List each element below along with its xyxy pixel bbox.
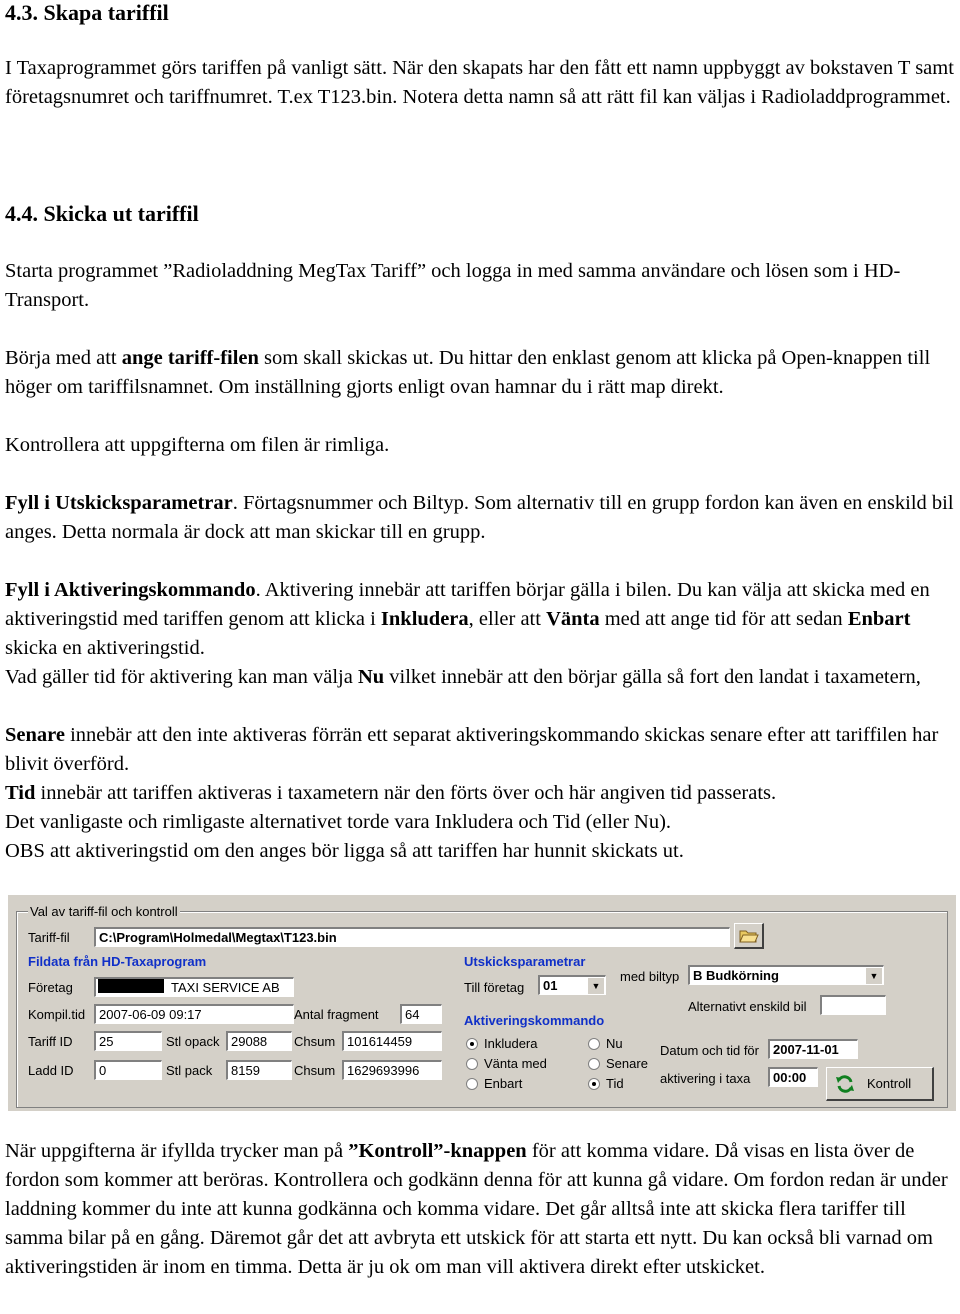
paragraph-aktivering: Fyll i Aktiveringskommando. Aktivering innebär att tariffen börjar gälla i bilen. Du kan välja att skicka med en aktiveringstid med tariffen genom att klicka i Inkludera, eller att Vänta med att ange tid för att sedan Enbart skicka en aktiveringstid. (5, 579, 930, 659)
radio-nu[interactable] (588, 1038, 600, 1050)
stl-opack-field: 29088 (226, 1031, 292, 1051)
radio-senare-label: Senare (606, 1056, 648, 1071)
med-biltyp-label: med biltyp (620, 969, 680, 984)
radio-vanta-label: Vänta med (484, 1056, 547, 1071)
chevron-down-icon[interactable]: ▼ (587, 978, 604, 994)
paragraph-kontroll: När uppgifterna är ifyllda trycker man på ”Kontroll”-knappen för att komma vidare. Då visas en lista över de fordon som kommer att beröras. Kontrollera och godkänn denna för att kunna gå vidare. Om fordon redan är under laddning kommer du inte att kunna godkänna och komma vidare. Det går alltså inte att skicka flera tariffer till samma bilar på en gång. Däremot går det att avbryta ett utskick för att starta ett nytt. Du kan också bli varnad om aktiveringstiden är inom en timma. Detta är ju ok om man vill aktivera direkt efter utskicket. (5, 1140, 948, 1278)
radio-tid[interactable] (588, 1078, 600, 1090)
till-foretag-select[interactable]: 01 ▼ (538, 975, 606, 995)
group-title: Val av tariff-fil och kontroll (30, 904, 178, 919)
heading-skicka-ut: 4.4. Skicka ut tariffil (5, 201, 199, 226)
stl-opack-label: Stl opack (166, 1034, 220, 1049)
refresh-icon (835, 1074, 855, 1094)
paragraph-utskick: Fyll i Utskicksparametrar. Förtagsnummer och Biltyp. Som alternativ till en grupp fordon kan även en enskild bil anges. Detta normala är dock att man skickar till en grupp. (5, 492, 954, 543)
paragraph-kontrollera: Kontrollera att uppgifterna om filen är rimliga. (5, 434, 390, 456)
alt-bil-input[interactable] (820, 995, 886, 1015)
radio-nu-label: Nu (606, 1036, 623, 1051)
chevron-down-icon[interactable]: ▼ (865, 968, 882, 984)
radio-senare[interactable] (588, 1058, 600, 1070)
paragraph-senare: Senare innebär att den inte aktiveras förrän ett separat aktiveringskommando skickas senare efter att tariffilen har blivit överförd. (5, 724, 939, 775)
heading-skapa-tariffil: 4.3. Skapa tariffil (5, 0, 169, 25)
tariff-id-field: 25 (94, 1031, 162, 1051)
redaction-bar (98, 979, 164, 993)
stl-pack-label: Stl pack (166, 1063, 213, 1078)
radio-vanta[interactable] (466, 1058, 478, 1070)
antal-fragment-label: Antal fragment (294, 1007, 379, 1022)
tarifffil-label: Tariff-fil (28, 930, 70, 945)
kontroll-button[interactable] (826, 1067, 934, 1101)
aktivering-i-taxa-label: aktivering i taxa (660, 1071, 751, 1086)
aktivering-title: Aktiveringskommando (464, 1013, 605, 1028)
radio-tid-label: Tid (606, 1076, 624, 1091)
chsum1-field: 101614459 (342, 1031, 442, 1051)
radio-enbart[interactable] (466, 1078, 478, 1090)
foretag-label: Företag (28, 980, 73, 995)
open-file-button[interactable] (734, 923, 764, 949)
radio-inkludera-label: Inkludera (484, 1036, 538, 1051)
radio-inkludera[interactable] (466, 1038, 478, 1050)
datum-input[interactable]: 2007-11-01 (768, 1039, 858, 1059)
stl-pack-field: 8159 (226, 1060, 292, 1080)
kompil-field: 2007-06-09 09:17 (94, 1004, 294, 1024)
ladd-id-label: Ladd ID (28, 1063, 74, 1078)
kontroll-label: Kontroll (867, 1076, 912, 1091)
paragraph-skapa: I Taxaprogrammet görs tariffen på vanligt sätt. När den skapats har den fått ett namn uppbyggt av bokstaven T samt företagsnumret och tariffnumret. T.ex T123.bin. Notera detta namn så att rätt fil kan väljas i Radioladdprogrammet. (5, 57, 954, 108)
fildata-title: Fildata från HD-Taxaprogram (28, 954, 207, 969)
paragraph-starta: Starta programmet ”Radioladdning MegTax Tariff” och logga in med samma användare och lösen som i HD-Transport. (5, 260, 901, 311)
paragraph-vanligaste: Det vanligaste och rimligaste alternativet torde vara Inkludera och Tid (eller Nu). (5, 811, 672, 833)
paragraph-obs: OBS att aktiveringstid om den anges bör ligga så att tariffen har hunnit skickats ut. (5, 840, 684, 862)
tid-input[interactable]: 00:00 (768, 1067, 818, 1087)
paragraph-nu: Vad gäller tid för aktivering kan man välja Nu vilket innebär att den börjar gälla så fort den landat i taxametern, (5, 666, 921, 688)
tarifffil-input[interactable]: C:\Program\Holmedal\Megtax\T123.bin (94, 927, 730, 947)
datum-label: Datum och tid för (660, 1043, 759, 1058)
utskick-title: Utskicksparametrar (464, 954, 586, 969)
alt-bil-label: Alternativt enskild bil (688, 999, 807, 1014)
folder-open-icon (739, 928, 759, 944)
chsum2-field: 1629693996 (342, 1060, 442, 1080)
ladd-id-field: 0 (94, 1060, 162, 1080)
chsum2-label: Chsum (294, 1063, 336, 1078)
kompil-label: Kompil.tid (28, 1007, 86, 1022)
tariff-id-label: Tariff ID (28, 1034, 73, 1049)
chsum1-label: Chsum (294, 1034, 336, 1049)
tariff-dialog-screenshot (8, 893, 956, 1111)
paragraph-borja: Börja med att ange tariff-filen som skall skickas ut. Du hittar den enklast genom att klicka på Open-knappen till höger om tariffilsnamnet. Om inställning gjorts enligt ovan hamnar du i rätt map direkt. (5, 347, 931, 398)
foretag-field: TAXI SERVICE AB (94, 977, 294, 997)
till-foretag-label: Till företag (464, 980, 525, 995)
paragraph-tid: Tid innebär att tariffen aktiveras i taxametern när den förts över och här angiven tid passerats. (5, 782, 777, 804)
antal-fragment-field: 64 (400, 1004, 442, 1024)
radio-enbart-label: Enbart (484, 1076, 523, 1091)
biltyp-select[interactable]: B Budkörning ▼ (688, 965, 884, 985)
